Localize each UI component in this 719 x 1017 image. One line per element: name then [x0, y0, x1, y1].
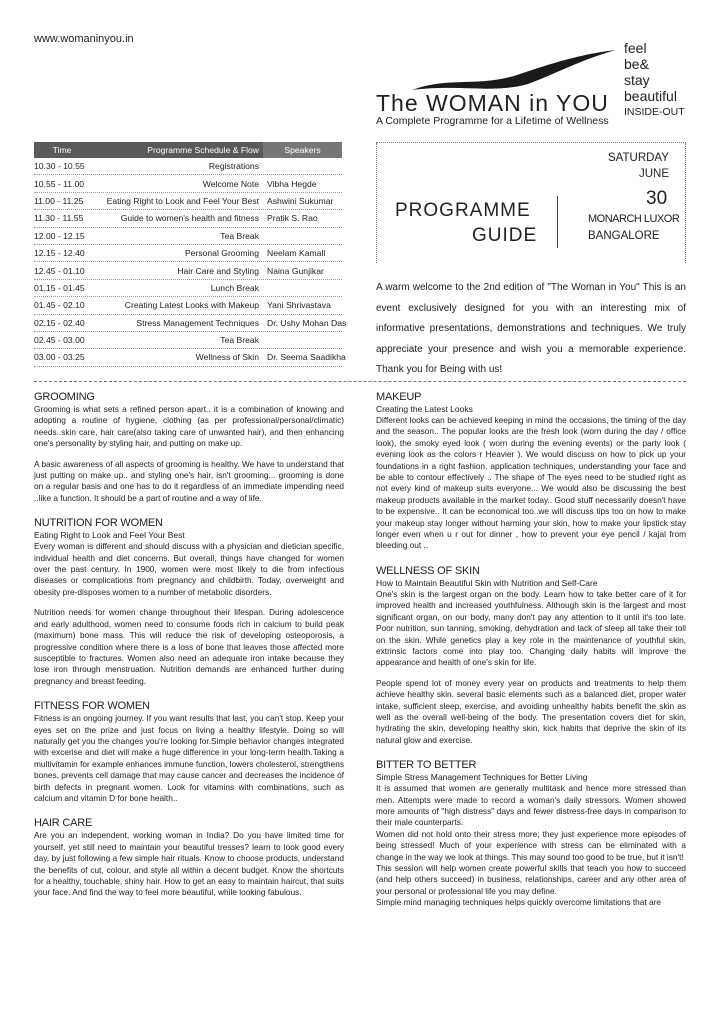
- schedule-program: Eating Right to Look and Feel Your Best: [106, 195, 259, 206]
- schedule-row: [34, 228, 342, 245]
- logo-subtitle: A Complete Programme for a Lifetime of Wellness: [376, 115, 609, 127]
- schedule-program: Hair Care and Styling: [177, 265, 259, 276]
- schedule-program: Personal Grooming: [184, 248, 259, 259]
- section-paragraph: Simple mind managing techniques helps quickly overcome limitations that are: [376, 897, 662, 908]
- section-subtitle: Simple Stress Management Techniques for Better Living: [376, 772, 588, 783]
- schedule-row: [34, 193, 342, 210]
- schedule-speaker: Pratik S. Rao: [267, 213, 318, 224]
- schedule-row: [34, 332, 342, 349]
- schedule-speaker: Dr. Ushy Mohan Das: [267, 317, 347, 328]
- schedule-speaker: Neelam Kamall: [267, 248, 326, 259]
- schedule-row: [34, 210, 342, 227]
- section-title: NUTRITION FOR WOMEN: [34, 517, 163, 530]
- section-paragraph: Women did not hold onto their stress more; they just experience more episodes of being stressed! Much of your experience with stress can be eliminated with a change in the way we look at things. This may sound too good to be true, but it isn't!: [376, 828, 686, 862]
- schedule-speaker: Yani Shrivastava: [267, 300, 331, 311]
- event-city: BANGALORE: [588, 230, 660, 242]
- section-title: WELLNESS OF SKIN: [376, 564, 480, 577]
- schedule-time: 10.55 - 11.00: [34, 178, 85, 189]
- schedule-speaker: Ashwini Sukumar: [267, 195, 334, 206]
- schedule-program: Stress Management Techniques: [136, 317, 259, 328]
- section-paragraph: Are you an independent, working woman in India? Do you have limited time for yourself, yet still need to maintain your beautiful tresses? learn to look good every day, by just following a few simple hair rituals. Know to choose products, understand the benefits of cut, colour, and style all within a decent budget. Know the shortcuts for a healthy, touchable, shiny hair. How to get an easy to maintain haircut, that suits your face. And find the way to feel more beautiful, while looking fabulous.: [34, 830, 344, 898]
- left-column: [34, 391, 344, 899]
- section-divider: [34, 381, 686, 382]
- section-title: BITTER TO BETTER: [376, 759, 477, 772]
- schedule-program: Wellness of Skin: [195, 352, 259, 363]
- schedule-row: [34, 158, 342, 175]
- schedule-time: 11.30 - 11.55: [34, 213, 84, 224]
- section-paragraph: It is assumed that women are generally multitask and hence more stressed than men. Attempts were made to record a woman's daily stressors. Women showed more amounts of "high distress" days and fewer distress-free days in comparison to their male counterparts.: [376, 783, 686, 828]
- section-subtitle: How to Maintain Beautiful Skin with Nutrition and Self-Care: [376, 577, 598, 588]
- section-title: MAKEUP: [376, 391, 422, 403]
- schedule-row: [34, 245, 342, 262]
- schedule-program: Tea Break: [220, 335, 259, 346]
- schedule-time: 03.00 - 03.25: [34, 352, 85, 363]
- tagline-line: beautiful: [624, 88, 677, 104]
- schedule-time: 01.45 - 02.10: [34, 300, 85, 311]
- header-time: Time: [52, 145, 72, 155]
- section-title: FITNESS FOR WOMEN: [34, 700, 150, 713]
- schedule-time: 12.00 - 12.15: [34, 230, 85, 241]
- section-paragraph: People spend lot of money every year on products and treatments to help them achieve healthy skin. several basic elements such as a balanced diet, proper water intake, sufficient sleep, exercise, and avoiding unhealthy habits benefit the skin as well as the overall well-being of the body. The presentation covers diet for skin, hydrating the skin, developing healthy skin, kick habits that deprive the skin of its natural glow and exercise.: [376, 677, 686, 745]
- divider: [557, 196, 558, 248]
- programme-title: PROGRAMME: [395, 200, 531, 221]
- section-paragraph: One's skin is the largest organ on the body. Learn how to take better care of it for improved health and increased youthfulness. Although skin is the largest and most significant organ, on our body, many don't pay any attention to it until it's too late. Poor nutrition, sun tanning, smoking, dehydration and lack of sleep all take their toll on the skin. While genetics play a key role in the maintenance of youthful skin, extrinsic factors come into play too. Changing daily habits will improve the appearance and health of one's skin for life.: [376, 588, 686, 668]
- schedule-row: [34, 315, 347, 332]
- schedule-table: [34, 142, 347, 367]
- schedule-program: Creating Latest Looks with Makeup: [124, 300, 259, 311]
- schedule-speaker: Naina Gunjikar: [267, 265, 324, 276]
- logo-title: The WOMAN in YOU: [376, 90, 609, 116]
- tagline-line: INSIDE-OUT: [624, 106, 685, 118]
- schedule-program: Registrations: [208, 161, 259, 172]
- section-paragraph: Fitness is an ongoing journey. If you want results that last, you can't stop. Keep your eyes set on the prize and just focus on living a healthy lifestyle. Doing so will naturally get you the changes you're looking for.Simple behavior changes integrated with excerise and diet will make a huge difference in your long-term health.Taking a multivitamin for example enhances immune function, lowers cholesterol, strengthens bones, prevents cell damage that may cause cancer and decreases the incidence of birth defects in pregnant women. Look for vitamins with combinations, such as calcium and vitamin D for bone health..: [34, 713, 344, 803]
- event-weekday: SATURDAY: [608, 152, 669, 164]
- schedule-row: [34, 297, 342, 314]
- section-paragraph: A basic awareness of all aspects of grooming is healthy. We have to understand that just putting on make up.. and styling one's hair, isn't grooming... grooming is done on a regular basis and one has to do it regardless of an immediate impending need ..like a function. It should be a part of routine and a way of life.: [34, 458, 344, 503]
- section-paragraph: Nutrition needs for women change throughout their lifespan. During adolescence and early adulthood, women need to consume foods rich in calcium to build peak (maximum) bone mass. This will reduce the risk of developing osteoporosis, a progressive condition where there is a loss of bone that leaves those affected more susceptible to fractures. Women also need an adequate iron intake because they lose iron through menstruation. Nutrition demands are enhanced further during pregnancy and breast feeding.: [34, 607, 344, 686]
- tagline-line: feel: [624, 40, 647, 56]
- schedule-program: Guide to women's health and fitness: [120, 213, 259, 224]
- schedule-header: [34, 142, 342, 158]
- schedule-speaker: Vibha Hegde: [267, 178, 317, 189]
- schedule-time: 10.30 - 10.55: [34, 161, 85, 172]
- header-flow: Programme Schedule & Flow: [147, 145, 259, 155]
- schedule-speaker: Dr. Seema Saadikha: [267, 352, 346, 363]
- schedule-time: 12.15 - 12.40: [34, 248, 85, 259]
- schedule-time: 11.00 - 11.25: [34, 195, 84, 206]
- section-title: GROOMING: [34, 391, 95, 403]
- section-paragraph: Every woman is different and should discuss with a physician and dietician specific, individual health and diet concerns. But overall, things have changed for women over the past century. In 1900, women were most likely to die from infectious diseases or complications from pregnancy and childbirth. Today, overweight and obesity pre-disposes women to a number of metabolic disorders.: [34, 541, 344, 597]
- schedule-time: 02.15 - 02.40: [34, 317, 85, 328]
- tagline-line: stay: [624, 72, 650, 88]
- tagline: [624, 40, 685, 120]
- schedule-row: [34, 349, 346, 366]
- schedule-time: 01.15 - 01.45: [34, 282, 85, 293]
- guide-title: GUIDE: [472, 225, 538, 246]
- schedule-row: [34, 175, 342, 192]
- right-column: [376, 391, 686, 909]
- tagline-line: be&: [624, 56, 649, 72]
- section-title: HAIR CARE: [34, 817, 93, 830]
- section-paragraph: Different looks can be achieved keeping in mind the occasions, the timing of the day and the season.. The popular looks are the fresh look (worn during the day / office look), the smoky eyed look ( worn during the evening events) or the party look ( evening look as the colors r Heavier ). We would discuss on how to pick up your foundations in a right fashion, application techniques, understanding your face and be able to contour effectively .. The shape of The eyes need to be studied right as not every kind of makeup suits everyone... We would also be discussing the best makeup products available in the market today.. Good stuff necessarily doesn't have to be expensive.. It can be economical too..we will discuss tips too on how to make your makeup stay longer without harming your skin, how to make your lipstick stay longer even when u r out for dinner , how to prevent your eye pencil / kajal from bleeding out ..: [376, 415, 686, 551]
- schedule-time: 02.45 - 03.00: [34, 335, 85, 346]
- schedule-row: [34, 280, 342, 297]
- section-paragraph: This session will help women create powerful skills that teach you how to succeed (and help others succeed) in business, relationships, career and any other area of your personal or professional life you may define.: [376, 863, 686, 896]
- schedule-program: Lunch Break: [210, 282, 259, 293]
- schedule-program: Welcome Note: [202, 178, 259, 189]
- event-venue: MONARCH LUXOR: [588, 213, 680, 225]
- schedule-rows: [34, 158, 347, 367]
- event-day: 30: [646, 188, 668, 209]
- section-paragraph: Grooming is what sets a refined person apart.. it is a combination of knowing and adopting a routine of hygiene, clothing (as per professional/personal/climatic) needs..skin care, hair care(also taking care of unwanted hair), and then enhancing one's personality by styling hair, and putting on make up.: [34, 404, 344, 449]
- logo-swoosh-icon: [410, 46, 620, 94]
- schedule-time: 12.45 - 01.10: [34, 265, 85, 276]
- section-subtitle: Eating Right to Look and Feel Your Best: [34, 530, 185, 541]
- header-speakers: Speakers: [263, 142, 342, 158]
- event-month: JUNE: [639, 168, 670, 180]
- website-url[interactable]: www.womaninyou.in: [34, 33, 134, 45]
- welcome-text: A warm welcome to the 2nd edition of "The Woman in You" This is an event exclusively designed for you with an interesting mix of informative presentations, demonstrations and techniques. We truly appreciate your presence and wish you a memorable experience. Thank you for Being with us!: [376, 282, 686, 375]
- section-subtitle: Creating the Latest Looks: [376, 404, 473, 414]
- schedule-row: [34, 262, 342, 279]
- schedule-program: Tea Break: [220, 230, 259, 241]
